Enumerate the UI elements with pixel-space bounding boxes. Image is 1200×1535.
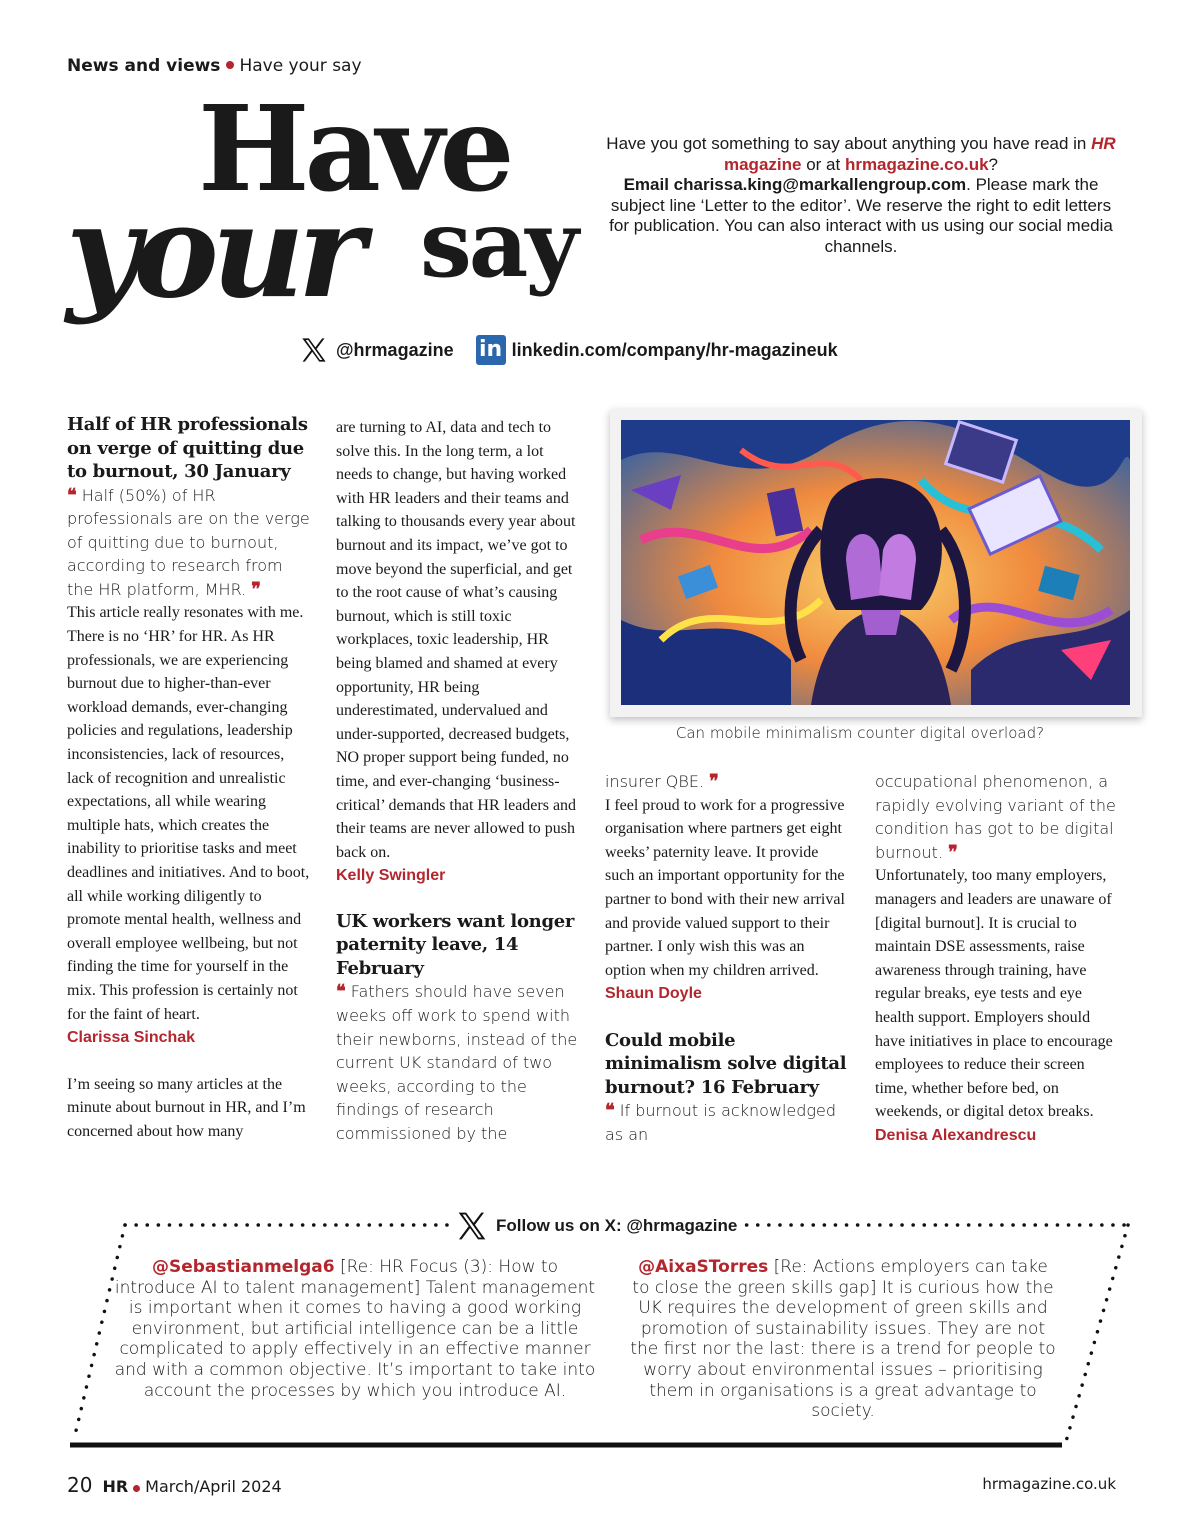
article-3-quote-cont-text: occupational phenomenon, a rapidly evolving variant of the condition has got to be digital burnout. [875, 772, 1116, 862]
article-3-quote-cont [875, 770, 1119, 864]
article-2-headline: UK workers want longer paternity leave, 14 February [336, 910, 575, 979]
intro-mag-hr: HR [1091, 134, 1116, 153]
article-1-author: Clarissa Sinchak [67, 1029, 196, 1047]
open-quote-icon: ❝ [605, 1100, 615, 1122]
article-3-quote [605, 1099, 849, 1146]
subsection-name: Have your say [239, 56, 362, 76]
article-2-quote-cont-text: insurer QBE. [605, 772, 710, 791]
article-3-author: Denisa Alexandrescu [875, 1126, 1037, 1144]
article-1-comment-2: I’m seeing so many articles at the minute about burnout in HR, and I’m concerned about how many [67, 1075, 306, 1140]
burnout-illustration-icon [621, 420, 1130, 705]
article-image-frame [610, 409, 1142, 717]
section-name: News and views [67, 56, 221, 76]
intro-line: Have you got something to say about anything you have read in [606, 134, 1092, 153]
bullet-dot [133, 1485, 140, 1492]
intro-mag-word: magazine [723, 154, 802, 174]
linkedin-link[interactable]: linkedin.com/company/hr-magazineuk [511, 339, 838, 360]
x-follow-text[interactable]: Follow us on X: @hrmagazine [496, 1216, 738, 1235]
article-3-quote-text: If burnout is acknowledged as an [605, 1101, 837, 1145]
column-3 [605, 770, 849, 1147]
intro-email[interactable]: Email charissa.king@markallengroup.com [623, 175, 967, 195]
close-quote-icon: ❞ [251, 578, 261, 600]
column-1 [67, 413, 311, 1144]
x-logo-icon [300, 336, 328, 364]
open-quote-icon: ❝ [336, 981, 346, 1003]
x-follow-label [452, 1210, 741, 1242]
article-1-author-2: Kelly Swingler [336, 867, 446, 885]
close-quote-icon: ❞ [948, 841, 958, 863]
article-3-comment: Unfortunately, too many employers, managers and leaders are unaware of [digital burnout]. It is crucial to maintain DSE assessments, raise awareness through training, have regular breaks, eye tests and eye health support. Employers should have initiatives in place to encourage employees to reduce their screen time, whether before bed, on weekends, or digital detox breaks. [875, 867, 1113, 1121]
article-2-comment: I feel proud to work for a progressive organisation where partners get eight weeks’ paternity leave. It provide such an important opportunity for the partner to bond with their new arrival and provide valued support to their partner. I only wish this was an option when my children arrived. [605, 796, 845, 979]
linkedin-icon: in [476, 335, 506, 365]
x-logo-icon [456, 1210, 488, 1242]
article-3-headline: Could mobile minimalism solve digital burnout? 16 February [605, 1029, 847, 1098]
title-say: say [420, 190, 576, 298]
article-1-comment: This article really resonates with me. There is no ‘HR’ for HR. As HR professionals, we are experiencing burnout due to higher-than-ever workload demands, ever-changing policies and regulations, leadership inconsistencies, lack of resources, lack of recognition and unrealistic expectations, all while wearing multiple hats, which creates the inability to prioritise tasks and meet deadlines and initiatives. And to boot, all while working diligently to promote mental health, wellness and overall employee wellbeing, but not finding the time for yourself in the mix. This profession is certainly not for the faint of heart. [67, 604, 310, 1023]
intro-or-at: or at [801, 154, 845, 174]
page-number: 20 [67, 1473, 93, 1497]
x-handle-link[interactable]: @hrmagazine [336, 339, 454, 360]
article-2-quote-cont [605, 770, 849, 794]
intro-site-link[interactable]: hrmagazine.co.uk [844, 154, 989, 174]
tweet-1-handle[interactable]: @Sebastianmelga6 [151, 1257, 335, 1277]
footer-site[interactable]: hrmagazine.co.uk [982, 1475, 1116, 1493]
intro-q: ? [988, 154, 999, 174]
bullet-dot [226, 61, 234, 69]
section-label [67, 56, 362, 76]
intro-rest: . Please mark the subject line ‘Letter to the editor’. We reserve the right to edit letters for publication. You can also interact with us using our social media channels. [609, 175, 1113, 256]
article-1-quote-text: Half (50%) of HR professionals are on the verge of quitting due to burnout, according to research from the HR platform, MHR. [67, 485, 310, 599]
open-quote-icon: ❝ [67, 484, 77, 506]
tweet-2-text: [Re: Actions employers can take to close the green skills gap] It is curious how the UK requires the development of green skills and promotion of sustainability issues. They are not the first nor the last: there is a trend for people to worry about environmental issues – prioritising them in organisations is a great advantage to society. [630, 1257, 1056, 1422]
article-1-quote [67, 484, 311, 602]
close-quote-icon: ❞ [709, 771, 719, 792]
tweet-2-handle[interactable]: @AixaSTorres [638, 1257, 769, 1277]
column-4 [875, 770, 1119, 1148]
column-2 [336, 416, 580, 1146]
footer-mag: HR [102, 1477, 129, 1496]
social-row [300, 335, 838, 365]
article-2-author: Shaun Doyle [605, 985, 702, 1003]
tweet-1-text: [Re: HR Focus (3): How to introduce AI to talent management] Talent management is important when it comes to having a good working environment, but artificial intelligence can be a little complicated to apply effectively in an effective manner and with a common objective. It’s important to take into account the processes by which you introduce AI. [114, 1257, 596, 1401]
article-2-quote-text: Fathers should have seven weeks off work to spend with their newborns, instead of the current UK standard of two weeks, according to the findings of research commissioned by the [336, 982, 578, 1143]
tweet-2 [628, 1257, 1058, 1422]
article-1-comment-2-cont: are turning to AI, data and tech to solve this. In the long term, a lot needs to change, but having worked with HR leaders and their teams and talking to thousands every year about burnout and its impact, we’ve got to move beyond the superficial, and get to the root cause of what’s causing burnout, which is still toxic workplaces, toxic leadership, HR being blamed and shamed at every opportunity, HR being underestimated, undervalued and under-supported, decreased budgets, NO proper support being funded, no time, and ever-changing ‘business-critical’ demands that HR leaders and their teams are never allowed to push back on. [336, 419, 577, 861]
image-caption: Can mobile minimalism counter digital overload? [675, 724, 1045, 742]
tweet-1 [110, 1257, 600, 1401]
burnout-illustration [621, 420, 1130, 705]
footer-left [67, 1473, 282, 1497]
article-1-headline: Half of HR professionals on verge of quitting due to burnout, 30 January [67, 414, 308, 482]
title-your: your [66, 177, 359, 327]
footer-issue: March/April 2024 [145, 1477, 282, 1496]
intro-text [606, 134, 1116, 258]
title-have: Have [198, 79, 510, 218]
article-2-quote [336, 980, 580, 1145]
